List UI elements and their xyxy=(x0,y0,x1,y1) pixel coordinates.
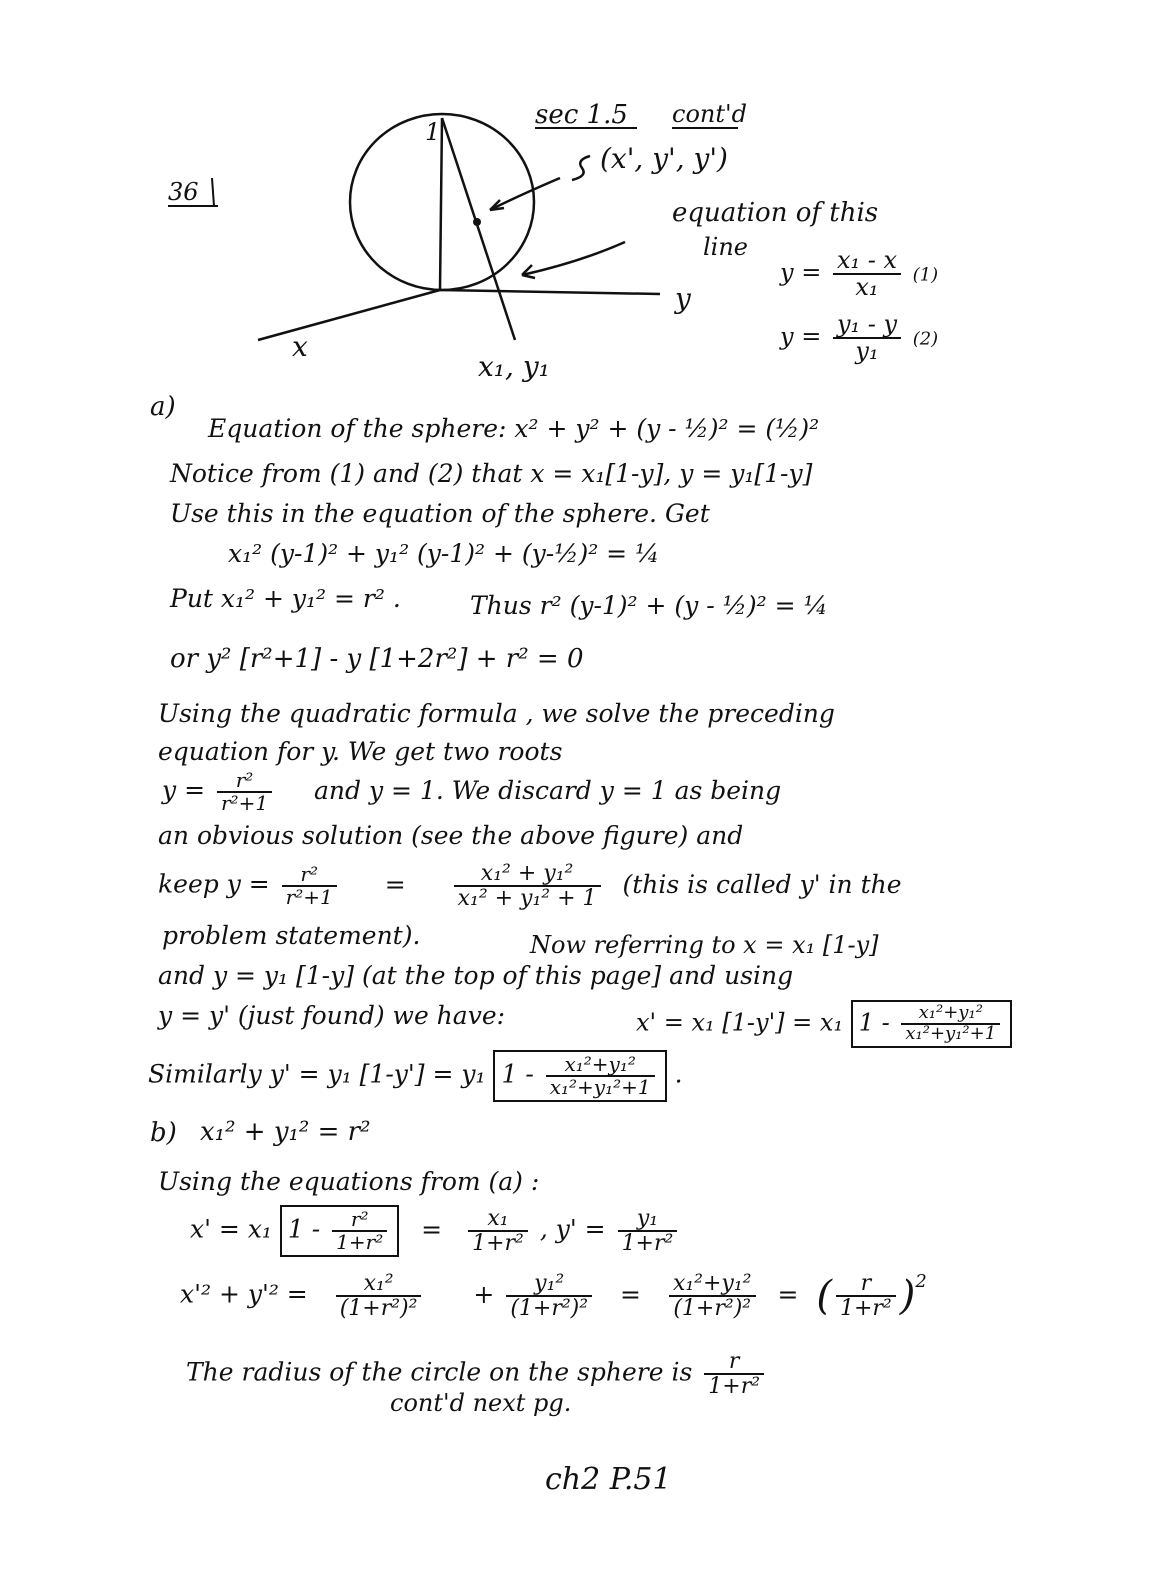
page-footer: ch2 P.51 xyxy=(545,1462,672,1497)
part-a-line-7: Using the quadratic formula , we solve the preceding xyxy=(158,699,835,728)
part-a-line-6: or y² [r²+1] - y [1+2r²] + r² = 0 xyxy=(170,644,584,674)
part-a-line-13: and y = y₁ [1-y] (at the top of this page] and using xyxy=(158,961,794,990)
part-b-line-3: x' = x₁ 1 - $\frac{\text{r²}}{\text{1+r²}}$ = $\frac{\text{x₁}}{\text{1+r²}}$ , y' = $\frac{\text{y₁}}{\text{1+r²}}$ xyxy=(190,1205,681,1257)
part-a-line-8: equation for y. We get two roots xyxy=(158,737,563,766)
part-a-line-12b: Now referring to x = x₁ [1-y] xyxy=(530,931,879,959)
part-a-line-4: x₁² (y-1)² + y₁² (y-1)² + (y-½)² = ¼ xyxy=(228,539,660,568)
figure-base-point: x₁, y₁ xyxy=(478,350,550,383)
y-axis-line xyxy=(440,290,660,294)
part-b-line-1: x₁² + y₁² = r² xyxy=(200,1117,371,1147)
projection-line xyxy=(442,118,515,340)
figure-top-label: 1 xyxy=(425,118,441,146)
line-equation-2: y = $\frac{\text{y₁ - y}}{\text{y₁}}$ (2) xyxy=(780,310,939,366)
x-axis-line xyxy=(258,290,440,340)
contd-label: cont'd xyxy=(672,100,747,128)
part-a-line-5b: Thus r² (y-1)² + (y - ½)² = ¼ xyxy=(470,591,828,620)
part-a-line-12: problem statement). xyxy=(162,921,421,950)
line-equation-1: y = $\frac{\text{x₁ - x}}{\text{x₁}}$ (1) xyxy=(780,246,939,302)
part-b-line-5: The radius of the circle on the sphere is $\frac{r}{\text{1+r²}}$ xyxy=(186,1350,768,1398)
vertical-axis xyxy=(440,118,442,290)
eq-caption-1: equation of this xyxy=(672,198,879,228)
part-a-line-5a: Put x₁² + y₁² = r² . xyxy=(170,584,401,613)
part-a-line-14b: x' = x₁ [1-y'] = x₁ 1 - $\frac{\text{x₁²+y₁²}}{\text{x₁²+y₁²+1}}$ xyxy=(636,1000,1012,1048)
eq-caption-2: line xyxy=(703,233,749,261)
part-a-line-11: keep y = $\frac{\text{r²}}{\text{r²+1}}$ = $\frac{\text{x₁² + y₁²}}{\text{x₁² + y₁² + 1}}$ (this is called y' in the xyxy=(158,861,902,912)
arrow-point xyxy=(490,178,560,210)
part-a-line-15: Similarly y' = y₁ [1-y'] = y₁ 1 - $\frac{\text{x₁²+y₁²}}{\text{x₁²+y₁²+1}}$ . xyxy=(148,1050,683,1102)
part-b-label: b) xyxy=(150,1118,177,1148)
part-a-line-3: Use this in the equation of the sphere. Get xyxy=(170,499,710,528)
part-b-line-2: Using the equations from (a) : xyxy=(158,1167,540,1196)
part-a-line-9: y = $\frac{\text{r²}}{\text{r²+1}}$ and y = 1. We discard y = 1 as being xyxy=(162,768,782,815)
part-a-label: a) xyxy=(150,392,176,422)
figure-axis-x: x xyxy=(292,330,308,363)
part-a-line-1: Equation of the sphere: x² + y² + (y - ½)² = (½)² xyxy=(208,414,820,443)
part-a-line-10: an obvious solution (see the above figure) and xyxy=(158,821,744,850)
problem-number: 36 xyxy=(168,178,199,206)
section-label: sec 1.5 xyxy=(535,100,628,130)
part-a-line-2: Notice from (1) and (2) that x = x₁[1-y], y = y₁[1-y] xyxy=(170,459,813,488)
part-b-line-6: cont'd next pg. xyxy=(390,1389,572,1417)
part-a-line-14a: y = y' (just found) we have: xyxy=(158,1001,506,1030)
figure-point-label: (x', y', y') xyxy=(600,142,728,175)
part-b-line-4: x'² + y'² = $\frac{\text{x₁²}}{\text{(1+r²)²}}$ + $\frac{\text{y₁²}}{\text{(1+r²)²}}$ = $\frac{\text{x₁²+y₁²}}{\text{(1+r²)²}}$ = ( $\frac{r}{\text{1+r²}}$ )$^2$ xyxy=(180,1271,927,1322)
arrow-circle xyxy=(522,242,625,275)
figure-axis-y: y xyxy=(675,282,691,315)
